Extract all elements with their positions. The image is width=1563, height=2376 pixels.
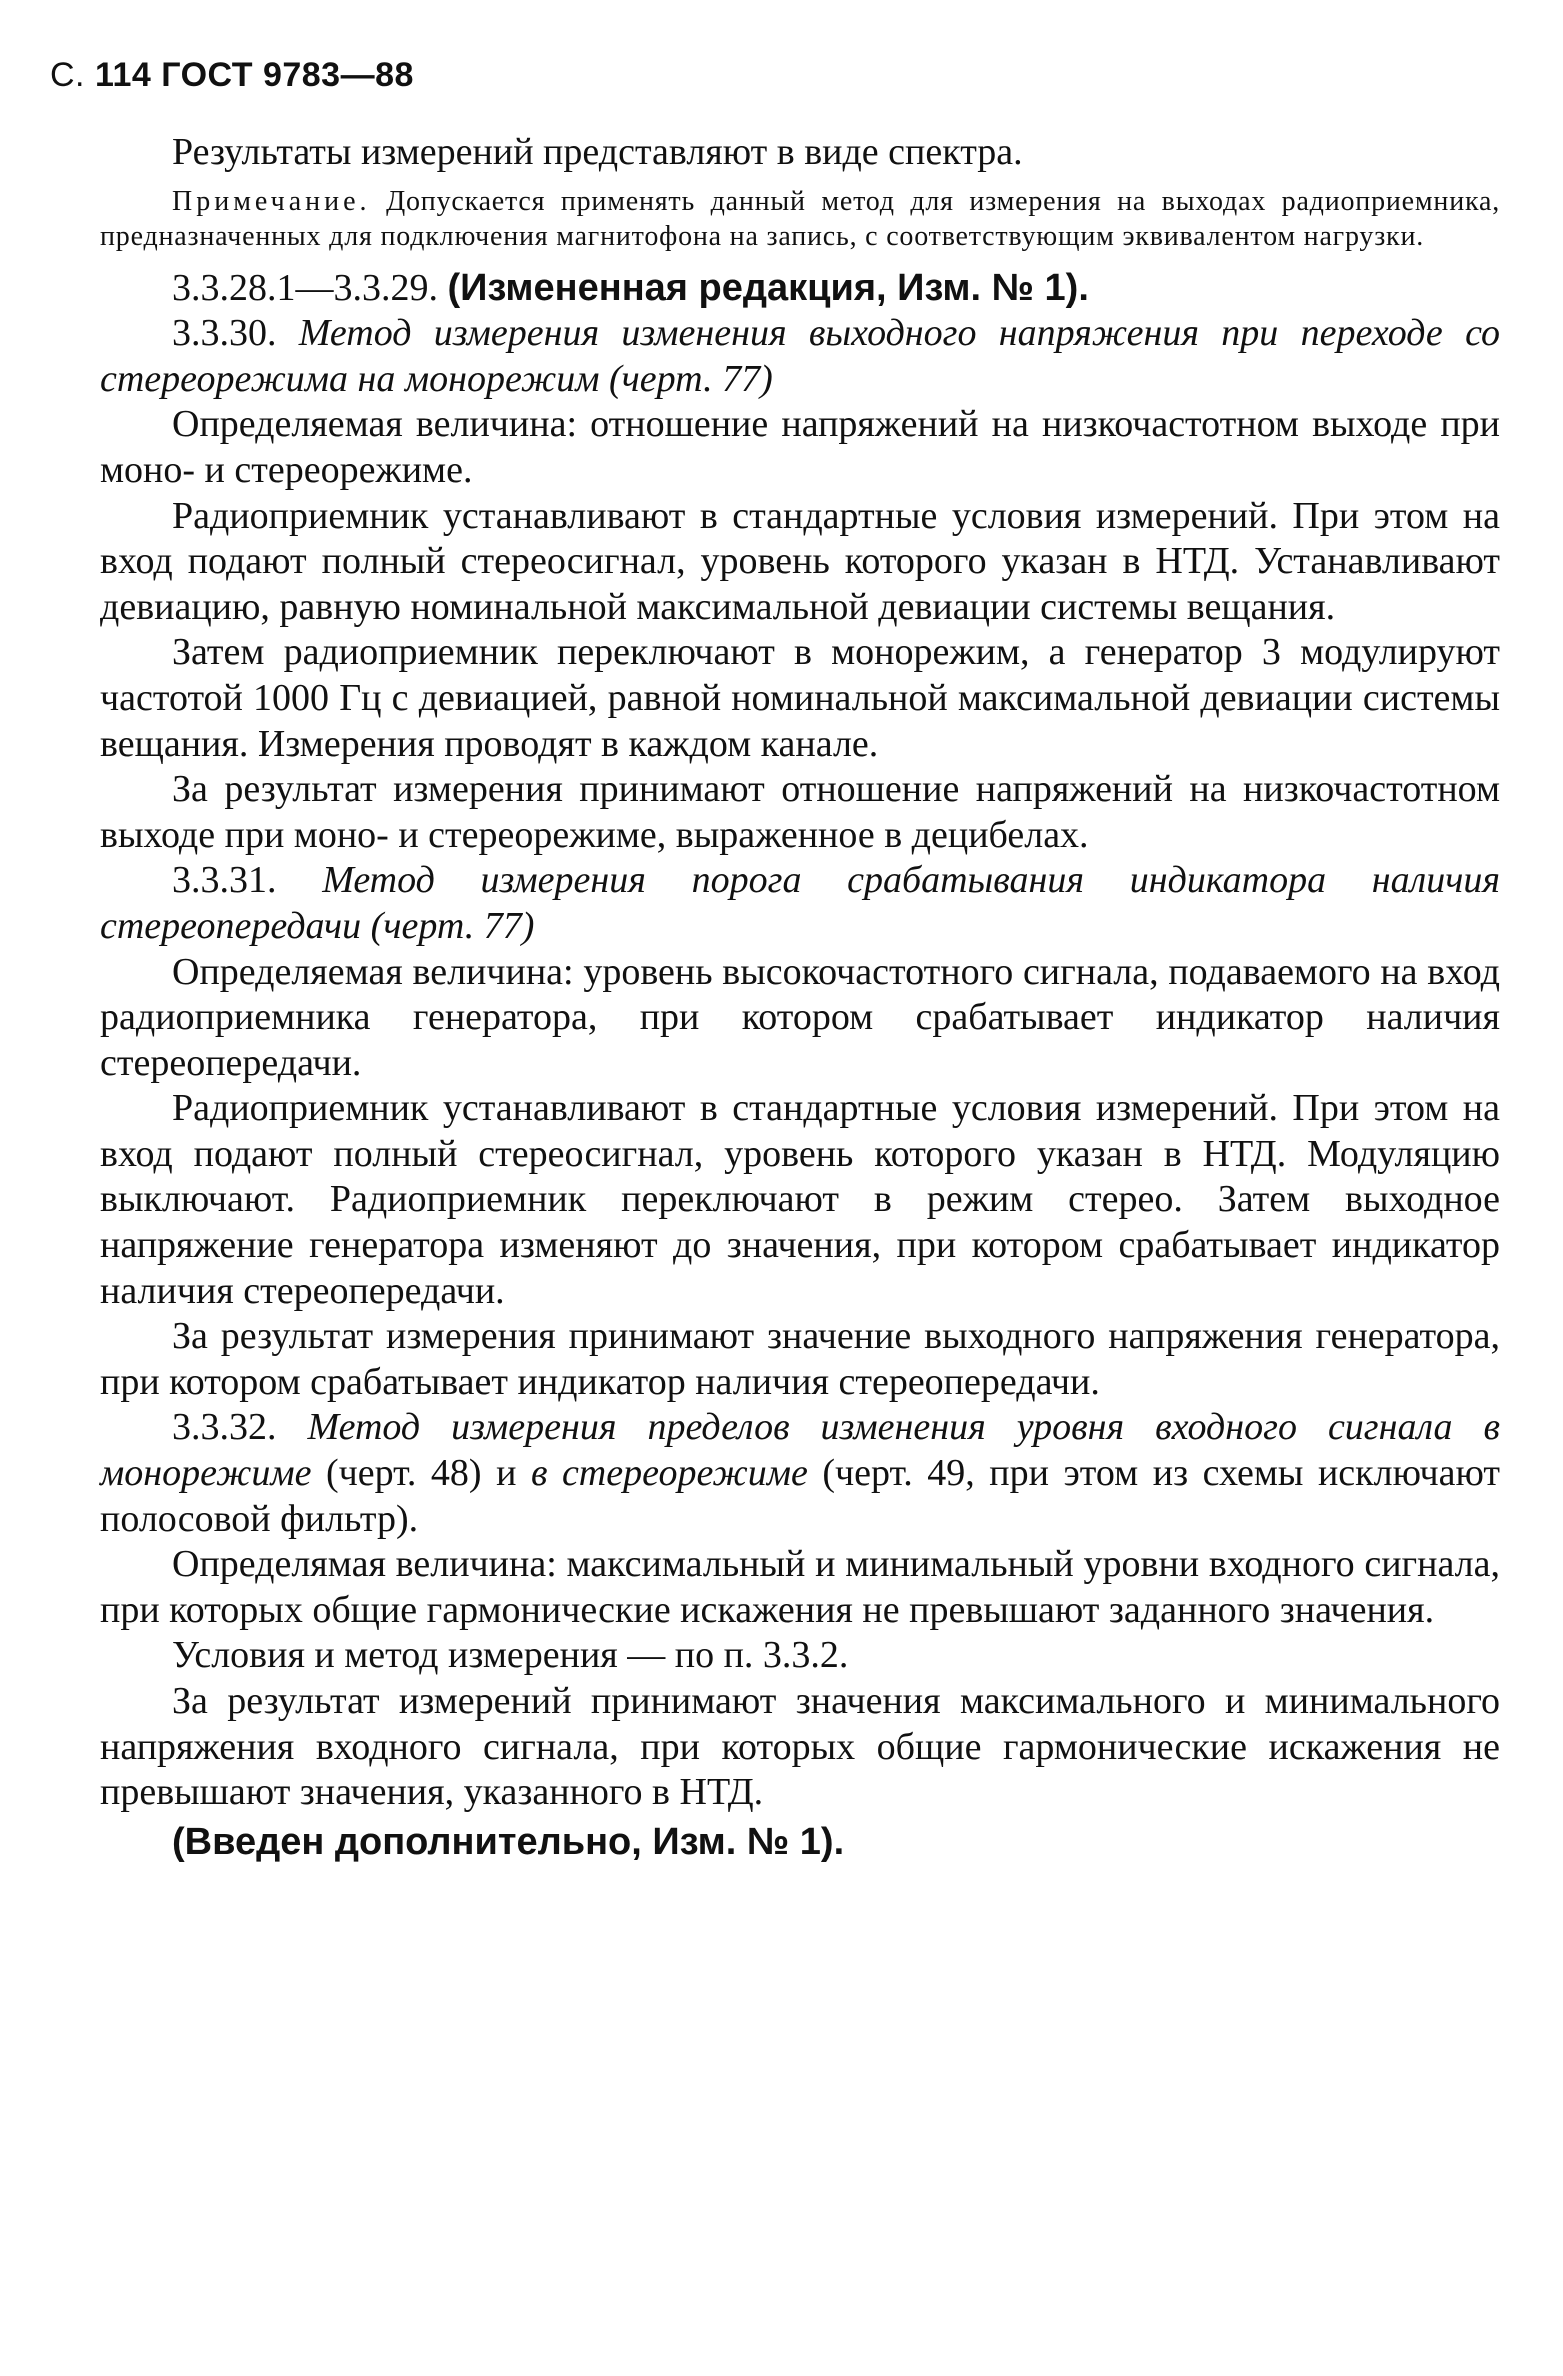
section-ref-3-3-32-a: (черт. 48) и — [311, 1452, 531, 1495]
amendment-text-1: (Измененная редакция, Изм. № 1). — [447, 266, 1089, 309]
section-3-3-31-heading — [100, 858, 1500, 949]
document-code: ГОСТ 9783—88 — [151, 56, 414, 94]
amendment-text-2: (Введен дополнительно, Изм. № 1). — [172, 1820, 845, 1863]
section-title-3-3-32-b: в стереорежиме — [530, 1452, 808, 1495]
page-number: 114 — [94, 56, 152, 94]
section-number-3-3-30: 3.3.30. — [172, 312, 299, 355]
section-3-3-32-p1: Определямая величина: максимальный и минимальный уровни входного сигнала, при которых общие гармонические искажения не превышают заданного значения. — [100, 1543, 1500, 1631]
amendment-line-1 — [100, 266, 1500, 312]
section-number-3-3-31: 3.3.31. — [172, 859, 323, 902]
note-text: Допускается применять данный метод для измерения на выходах радиоприемника, предназначенных для подключения магнитофона на запись, с соответствующим эквивалентом нагрузки. — [100, 185, 1500, 252]
note-paragraph — [100, 184, 1500, 254]
section-3-3-31-p1: Определяемая величина: уровень высокочастотного сигнала, подаваемого на вход радиоприемника генератора, при котором срабатывает индикатор наличия стереопередачи. — [100, 950, 1500, 1084]
section-title-3-3-31: Метод измерения порога срабатывания индикатора наличия стереопередачи (черт. 77) — [100, 859, 1500, 947]
section-3-3-32-heading — [100, 1405, 1500, 1542]
section-ref-3-3-32-b: (черт. 49, при этом из схемы исключают полосовой фильтр). — [100, 1452, 1501, 1540]
section-title-3-3-32-a: Метод измерения пределов изменения уровня входного сигнала в монорежиме — [100, 1406, 1500, 1495]
section-number-3-3-32: 3.3.32. — [172, 1406, 308, 1449]
section-3-3-30-p1: Определяемая величина: отношение напряжений на низкочастотном выходе при моно- и стереорежиме. — [100, 403, 1500, 491]
note-label: Примечание. — [172, 185, 371, 217]
amendment-range: 3.3.28.1—3.3.29. — [172, 266, 448, 309]
section-3-3-31-p3: За результат измерения принимают значение выходного напряжения генератора, при котором срабатывает индикатор наличия стереопередачи. — [100, 1315, 1500, 1403]
section-3-3-30-heading — [100, 311, 1500, 402]
results-paragraph: Результаты измерений представляют в виде спектра. — [172, 131, 1023, 173]
page-prefix: С. — [50, 56, 95, 94]
section-3-3-30-p4: За результат измерения принимают отношение напряжений на низкочастотном выходе при моно- и стереорежиме, выраженное в децибелах. — [100, 768, 1500, 856]
page-header — [50, 56, 414, 95]
section-3-3-31-p2: Радиоприемник устанавливают в стандартные условия измерений. При этом на вход подают полный стереосигнал, уровень которого указан в НТД. Модуляцию выключают. Радиоприемник переключают в режим стерео. Затем выходное напряжение генератора изменяют до значения, при котором срабатывает индикатор наличия стереопередачи. — [100, 1087, 1500, 1312]
section-title-3-3-30: Метод измерения изменения выходного напряжения при переходе со стереорежима на монорежим (черт. 77) — [100, 312, 1501, 400]
section-3-3-32-p2: Условия и метод измерения — по п. 3.3.2. — [172, 1634, 849, 1677]
section-3-3-30-p2: Радиоприемник устанавливают в стандартные условия измерений. При этом на вход подают полный стереосигнал, уровень которого указан в НТД. Устанавливают девиацию, равную номинальной максимальной девиации системы вещания. — [100, 494, 1500, 628]
section-3-3-30-p3: Затем радиоприемник переключают в монорежим, а генератор 3 модулируют частотой 1000 Гц с девиацией, равной номинальной максимальной девиации системы вещания. Измерения проводят в каждом канале. — [100, 631, 1500, 765]
document-body — [100, 130, 1500, 1865]
amendment-line-2 — [100, 1820, 1500, 1866]
section-3-3-32-p3: За результат измерений принимают значения максимального и минимального напряжения входного сигнала, при которых общие гармонические искажения не превышают значения, указанного в НТД. — [100, 1680, 1500, 1814]
